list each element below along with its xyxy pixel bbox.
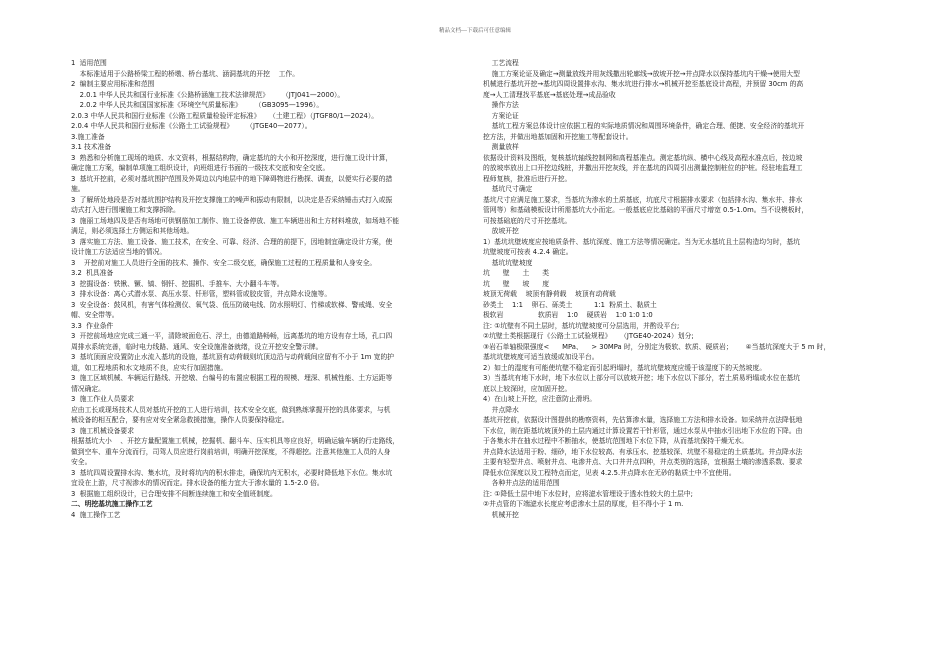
text-line: 降低水位深度以及工程特点而定，见表 4.2.5.井点降水在无砂的黏质土中不宜使用。 — [483, 468, 736, 477]
text-line: 情况确定。 — [71, 384, 105, 393]
text-line: 3 熟悉和分析施工现场的地质、水文资料，根据结构物，确定基坑的大小和开挖深度，进行施工设计计算， — [71, 153, 393, 162]
text-line: 3 开挖前对施工人员进行全面的技术、操作、安全二级交底，确保施工过程的工程质量和人身安全。 — [71, 258, 377, 267]
text-line: 3 施工作业人员要求 — [71, 395, 135, 403]
text-line: 主要有轻型井点、喷射井点、电渗井点、大口井井点四种，井点类别的选择，宜根据土壤的渗透系数、要求 — [483, 458, 803, 466]
text-line: 1 适用范围 — [71, 59, 107, 67]
text-line: 基坑坑壁坡度可适当放缓或加设平台。 — [483, 353, 599, 361]
text-line: 2.0.1 中华人民共和国行业标准《公路桥涵施工技术法律规范》 （JTJ041—2000）。 — [71, 90, 345, 99]
text-line: 满足，则必须选择土方侧运和其他场地。 — [71, 227, 194, 235]
right-text-column — [483, 58, 873, 520]
text-line: 2）如土的湿度有可能使坑壁不稳定而引起坍塌时，基坑坑壁坡度应缓于该湿度下的天然坡度。 — [483, 363, 766, 372]
text-line: 可按基础底的尺寸开挖基坑。 — [483, 216, 572, 225]
text-line: 3.2 机具准备 — [71, 269, 114, 277]
text-line: 3 基坑顶面应设置防止水流入基坑的设施，基坑顶有动荷载则坑顶边沿与动荷载间应留有不小于 1m 宽的护 — [71, 353, 394, 361]
text-line: 放坡开挖 — [483, 227, 519, 235]
text-line: 3 施工机械设备要求 — [71, 426, 135, 435]
text-line: 测量放样 — [483, 143, 519, 151]
text-line: 安全。 — [71, 458, 92, 466]
text-line: 机械开挖 — [483, 510, 519, 519]
text-line: 3 排水设备：离心式潜水泵、高压水泵、钎形管，塑料管或胶皮管，井点降水设施等。 — [71, 290, 332, 298]
text-line: 注: ①降低土层中地下水位时，应将滤水管埋设于透水性较大的土层中; — [483, 489, 693, 498]
text-line: 4 施工操作工艺 — [71, 510, 121, 519]
text-line: 2.0.4 中华人民共和国行业标准《公路土工试验规程》 （JTGE40—2077）。 — [71, 122, 312, 130]
text-line: 底以上较深时，应加固开挖。 — [483, 384, 572, 393]
text-line: 周排水系统完善，临时电力线路、通风、安全设施准备就绪，设立开挖安全警示牌。 — [71, 342, 323, 351]
text-line: 3）当基坑有地下水时，地下水位以上部分可以放坡开挖；地下水位以下部分，若土质易坍塌或水位在基坑 — [483, 374, 800, 382]
text-line: 2.0.3 中华人民共和国行业标准《公路工程质量检验评定标准》 （土建工程）（JTGF80/1—2024）。 — [71, 111, 379, 120]
text-line: 3.3 作业条件 — [71, 321, 114, 330]
text-line: ②井点管的下端滤水长度应考虑渗水土层的厚度，但不得小于 1 m. — [483, 500, 684, 508]
text-line: 3 基坑四周设置排水沟、集水坑，及时将坑内的积水排走，确保坑内无积水，必要时降低地下水位。集水坑 — [71, 468, 393, 477]
text-line: 基坑开挖前，依据设计图提供的勘察资料，先估算渗水量，选择施工方法和排水设备。如采纳井点法降低地 — [483, 416, 803, 424]
text-line: 机械进行基坑开挖→基坑四周设置排水沟、集水坑进行排水→机械开挖至基底设计高程，并预留 30cm 的高 — [483, 80, 804, 88]
text-line: ③岩石单轴极限强度< MPa、 > 30MPa 时，分别定为极软、软质、硬质岩； ④当基坑深度大于 5 m 时， — [483, 342, 831, 351]
text-line: 动式打入进行围堰施工和支撑拆除。 — [71, 206, 180, 214]
text-line: 井点降水法适用于粉、细砂，地下水位较高、有承压水、挖基较深、坑壁不易稳定的土质基坑。井点降水法 — [483, 447, 803, 456]
text-line: 极软岩 软质岩 1:0 硬质岩 1:0 1:0 1:0 — [483, 311, 653, 319]
text-line: 坑壁坡度可按表 4.2.4 确定。 — [483, 248, 573, 256]
watermark-header: 精品文档---下载后可任意编辑 — [439, 28, 511, 34]
text-line: ②坑壁土类根据现行《公路土工试验规程》 （JTGE40-2024）划分; — [483, 332, 694, 340]
text-line: 设计施工方法适应当地的情况。 — [71, 248, 167, 256]
text-line: 4）在山坡上开挖，应注意防止滑坍。 — [483, 395, 597, 403]
text-line: 度→人工清理找平基底→基底处理→成品验收 — [483, 90, 616, 99]
text-line: 各种井点法的适用范围 — [483, 479, 560, 487]
text-line: 确定施工方案，编制单项施工组织设计，向班组进行书面的一级技术交底和安全交底。 — [71, 164, 330, 172]
text-line: 操作方法 — [483, 101, 519, 109]
text-line: 砂类土 1:1 卵石、砾类土 1:1 粉质土、黏质土 — [483, 300, 657, 309]
text-line: 2 编制主要应用标准和范围 — [71, 80, 155, 88]
text-line: 本标准适用于公路桥梁工程的桥墩、桥台基坑、涵洞基坑的开挖 工作。 — [71, 69, 300, 78]
text-line: 基坑尺寸应满足施工要求，当基坑为渗水的土质基底，坑底尺寸根据排水要求（包括排水沟、集水井、排水 — [483, 195, 803, 204]
text-line: 下水位，则在距基坑坡顶外的土层内通过计算设置若干针形管，通过水泵从中抽水引出地下水位的下降。由 — [483, 426, 803, 435]
text-line: 坑 壁 坡 度 — [483, 279, 550, 288]
text-line: 程师复核，批准后进行开挖。 — [483, 174, 572, 183]
left-text-column — [71, 58, 466, 520]
text-line: 基坑工程方案总体设计应依据工程的实际地质情况和周围环境条件，确定合理、便捷、安全经济的基坑开 — [483, 122, 805, 130]
text-line: 施工方案论证及确定→测量放线并用灰线撒出轮廓线→放坡开挖→井点降水以保持基坑内干燥→使用大型 — [483, 69, 800, 78]
text-line: 3 基坑开挖前，必须对基坑围护范围及外周边以内地层中的地下障碍物进行勘探、调查，以便实行必要的措 — [71, 174, 393, 183]
text-line: 坡顶无荷载 坡顶有静荷载 坡顶有动荷载 — [483, 290, 616, 298]
text-line: 3 安全设备：鼓风机，有害气体检测仪、氧气袋、低压防破电线、防水照明灯、竹梯或软梯、警戒绳、安全 — [71, 300, 393, 309]
text-line: 帽、安全带等。 — [71, 311, 119, 319]
text-line: 管网等）和基础模板设计所需基坑大小而定。一般基底应比基础的平面尺寸增宽 0.5-1.0m。当不设模板时， — [483, 206, 809, 214]
text-line: 工艺流程 — [483, 59, 519, 67]
text-line: 械设备的相互配合，要有应对安全紧急救援措施，操作人员要保持稳定。 — [71, 416, 289, 424]
text-line: 3.1 技术准备 — [71, 143, 112, 151]
text-line: 1）基坑坑壁坡度应按地质条件、基坑深度、施工方法等情况确定。当为无水基坑且土层构造均匀时，基坑 — [483, 237, 800, 246]
text-line: 施。 — [71, 185, 85, 193]
text-line: 3 根据施工组织设计，已合理安排不间断连续施工和安全值班制度。 — [71, 489, 277, 498]
text-line: 二、明挖基坑施工操作工艺 — [71, 500, 153, 508]
text-line: 坑 壁 土 类 — [483, 269, 550, 277]
text-line: 3.施工准备 — [71, 132, 105, 141]
text-line: 井点降水 — [483, 405, 519, 414]
text-line: 挖方法，并做出地基加固和开挖施工等配套设计。 — [483, 132, 633, 141]
text-line: 2.0.2 中华人民共和国国家标准《环境空气质量标准》 （GB3095—1996）。 — [71, 101, 324, 109]
text-line: 3 了解所处地段是否对基坑围护结构及开挖支撑施工的噪声和振动有限制，以决定是否采纳锤击式打入或振 — [71, 195, 393, 204]
text-line: 3 落实施工方法、施工设备、施工技术，在安全、可靠、经济、合理的前提下，因地制宜确定设计方案，使 — [71, 237, 393, 246]
text-line: 做到空车、重车分流而行，司驾人员应进行岗前培训，明确开挖深度，不得超挖。注意其他施工人员的人身 — [71, 447, 391, 456]
text-line: 基坑坑壁坡度 — [483, 258, 533, 267]
text-line: 基坑尺寸确定 — [483, 185, 533, 193]
text-line: 3 挖掘设备：铁锹、镢、镐、钢钎、挖掘机、手推车、大小翻斗车等。 — [71, 279, 284, 288]
text-line: 道，如工程地质和水文地质不良，应实行加固措施。 — [71, 363, 228, 372]
text-line: 3 施丽工场地四及是否有场地可供钢筋加工制作、施工设备停放、施工车辆进出和土方材料堆放，如场地不能 — [71, 216, 400, 225]
text-line: 方案论证 — [483, 111, 519, 120]
text-line: 于各集水井在抽水过程中不断抽水，使基坑范围地下水位下降，从而基坑保持干燥无水。 — [483, 437, 749, 445]
text-line: 根据基坑大小 、开挖方量配置施工机械，挖掘机、翻斗车、压实机具等应良好，明确运输车辆的行走路线， — [71, 437, 400, 445]
text-line: 3 施工区域机械、车辆运行路线、开挖墩、台编号的布置应根据工程的规模、埋深、机械性能、土方运距等 — [71, 374, 393, 382]
text-line: 宜设在上游，尺寸视渗水的情况而定。排水设备的能力宜大于渗水量的 1.5-2.0 倍。 — [71, 479, 324, 487]
text-line: 应由工长或现场技术人员对基坑开挖的工人进行培训，技术安全交底，做到熟练掌握开挖的具体要求，与机 — [71, 405, 391, 414]
text-line: 依据设计资料及图纸，复核基坑轴线控制网和高程基准点。测定基坑纵、横中心线及高程水准点后，按边坡 — [483, 153, 803, 162]
text-line: 注: ①坑壁有不同土层时，基坑坑壁坡度可分层选用，并酌设平台; — [483, 321, 680, 330]
text-line: 3 开挖前场地应完成三通一平，清除坡面危石、浮土，由德道路畅畅，远离基坑的地方设有存土场，孔口四 — [71, 332, 393, 340]
text-line: 的放坡率放出上口开挖边线桩，并撒出开挖灰线，并在基坑的四周引出测量控制桩位的护桩。经驻地监理工 — [483, 164, 803, 172]
